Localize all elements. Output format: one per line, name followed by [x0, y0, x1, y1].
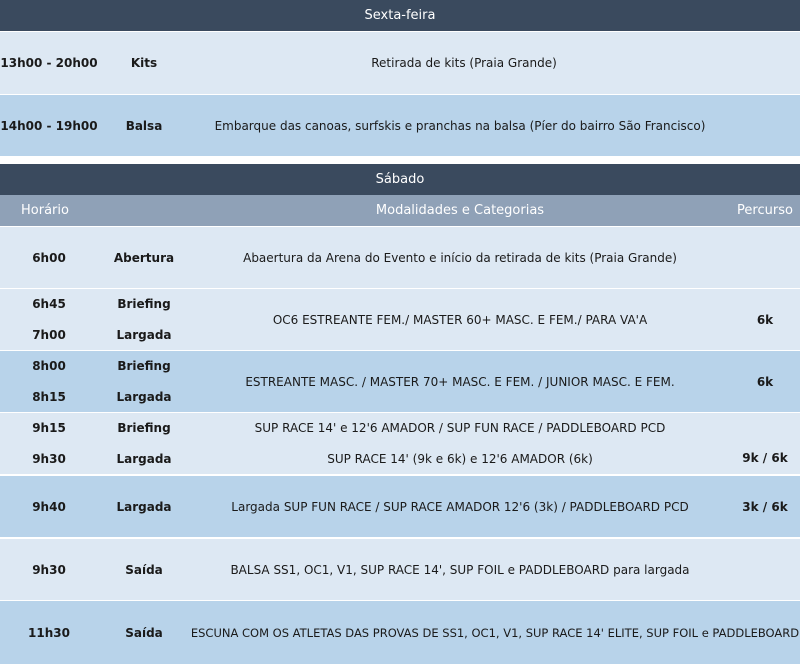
description-cell: ESTREANTE MASC. / MASTER 70+ MASC. E FEM. / JUNIOR MASC. E FEM.: [245, 374, 675, 389]
start-label: Largada: [116, 327, 172, 342]
distance-cell: 3k / 6k: [742, 499, 788, 514]
friday-title: Sexta-feira: [364, 8, 436, 23]
kind-cell: [98, 289, 190, 350]
friday-header: [0, 0, 800, 31]
kind-cell: Abertura: [113, 250, 175, 265]
table-row: [0, 539, 800, 600]
saturday-title: Sábado: [375, 172, 425, 187]
distance-cell: [730, 539, 800, 600]
start-distance: 9k / 6k: [742, 451, 788, 465]
description-cell: Embarque das canoas, surfskis e pranchas na balsa (Píer do bairro São Francisco): [214, 118, 706, 133]
start-label: Largada: [116, 451, 172, 466]
start-description: SUP RACE 14' (9k e 6k) e 12'6 AMADOR (6k): [327, 451, 593, 466]
table-row: [0, 413, 800, 474]
table-row: [0, 289, 800, 350]
kind-cell: Largada: [116, 499, 172, 514]
description-cell: Abaertura da Arena do Evento e início da retirada de kits (Praia Grande): [243, 250, 677, 265]
kind-cell: [98, 413, 190, 474]
distance-cell: [730, 413, 800, 474]
time-cell: [0, 289, 98, 350]
table-row: [0, 32, 800, 94]
start-time: 7h00: [32, 327, 66, 342]
column-time-header: Horário: [21, 203, 69, 218]
briefing-time: 6h45: [32, 296, 66, 311]
briefing-label: Briefing: [117, 358, 171, 373]
time-cell: [0, 413, 98, 474]
time-cell: 13h00 - 20h00: [0, 56, 98, 70]
table-row: [0, 601, 800, 664]
start-time: 9h30: [32, 451, 66, 466]
description-cell: [190, 413, 730, 474]
description-cell: Largada SUP FUN RACE / SUP RACE AMADOR 12'6 (3k) / PADDLEBOARD PCD: [231, 499, 689, 514]
kind-cell: Saída: [125, 562, 163, 577]
description-cell: Retirada de kits (Praia Grande): [371, 56, 557, 70]
table-row: [0, 227, 800, 288]
time-cell: [0, 351, 98, 412]
time-cell: 9h30: [32, 562, 66, 577]
table-row: [0, 476, 800, 537]
distance-cell: [730, 227, 800, 288]
description-cell: ESCUNA COM OS ATLETAS DAS PROVAS DE SS1, OC1, V1, SUP RACE 14' ELITE, SUP FOIL e PADDLEBOARD: [190, 625, 800, 640]
column-header: [0, 195, 800, 226]
kind-cell: Saída: [125, 625, 163, 640]
time-cell: 6h00: [32, 250, 66, 265]
column-categories-header: Modalidades e Categorias: [375, 203, 545, 218]
table-row: [0, 351, 800, 412]
briefing-time: 9h15: [32, 420, 66, 435]
table-row: [0, 95, 800, 156]
briefing-time: 8h00: [32, 358, 66, 373]
distance-cell: 6k: [756, 374, 774, 389]
description-cell: BALSA SS1, OC1, V1, SUP RACE 14', SUP FOIL e PADDLEBOARD para largada: [230, 562, 690, 577]
briefing-label: Briefing: [117, 420, 171, 435]
description-cell: OC6 ESTREANTE FEM./ MASTER 60+ MASC. E FEM./ PARA VA'A: [272, 312, 648, 327]
kind-cell: [98, 351, 190, 412]
briefing-description: SUP RACE 14' e 12'6 AMADOR / SUP FUN RACE / PADDLEBOARD PCD: [254, 420, 666, 435]
time-cell: 11h30: [28, 625, 70, 640]
briefing-label: Briefing: [117, 296, 171, 311]
time-cell: 14h00 - 19h00: [0, 118, 98, 133]
kind-cell: Balsa: [125, 118, 163, 133]
start-label: Largada: [116, 389, 172, 404]
saturday-header: [0, 164, 800, 195]
distance-cell: 6k: [756, 312, 774, 327]
kind-cell: Kits: [130, 56, 158, 70]
start-time: 8h15: [32, 389, 66, 404]
column-distance-header: Percurso: [737, 203, 793, 218]
time-cell: 9h40: [32, 499, 66, 514]
